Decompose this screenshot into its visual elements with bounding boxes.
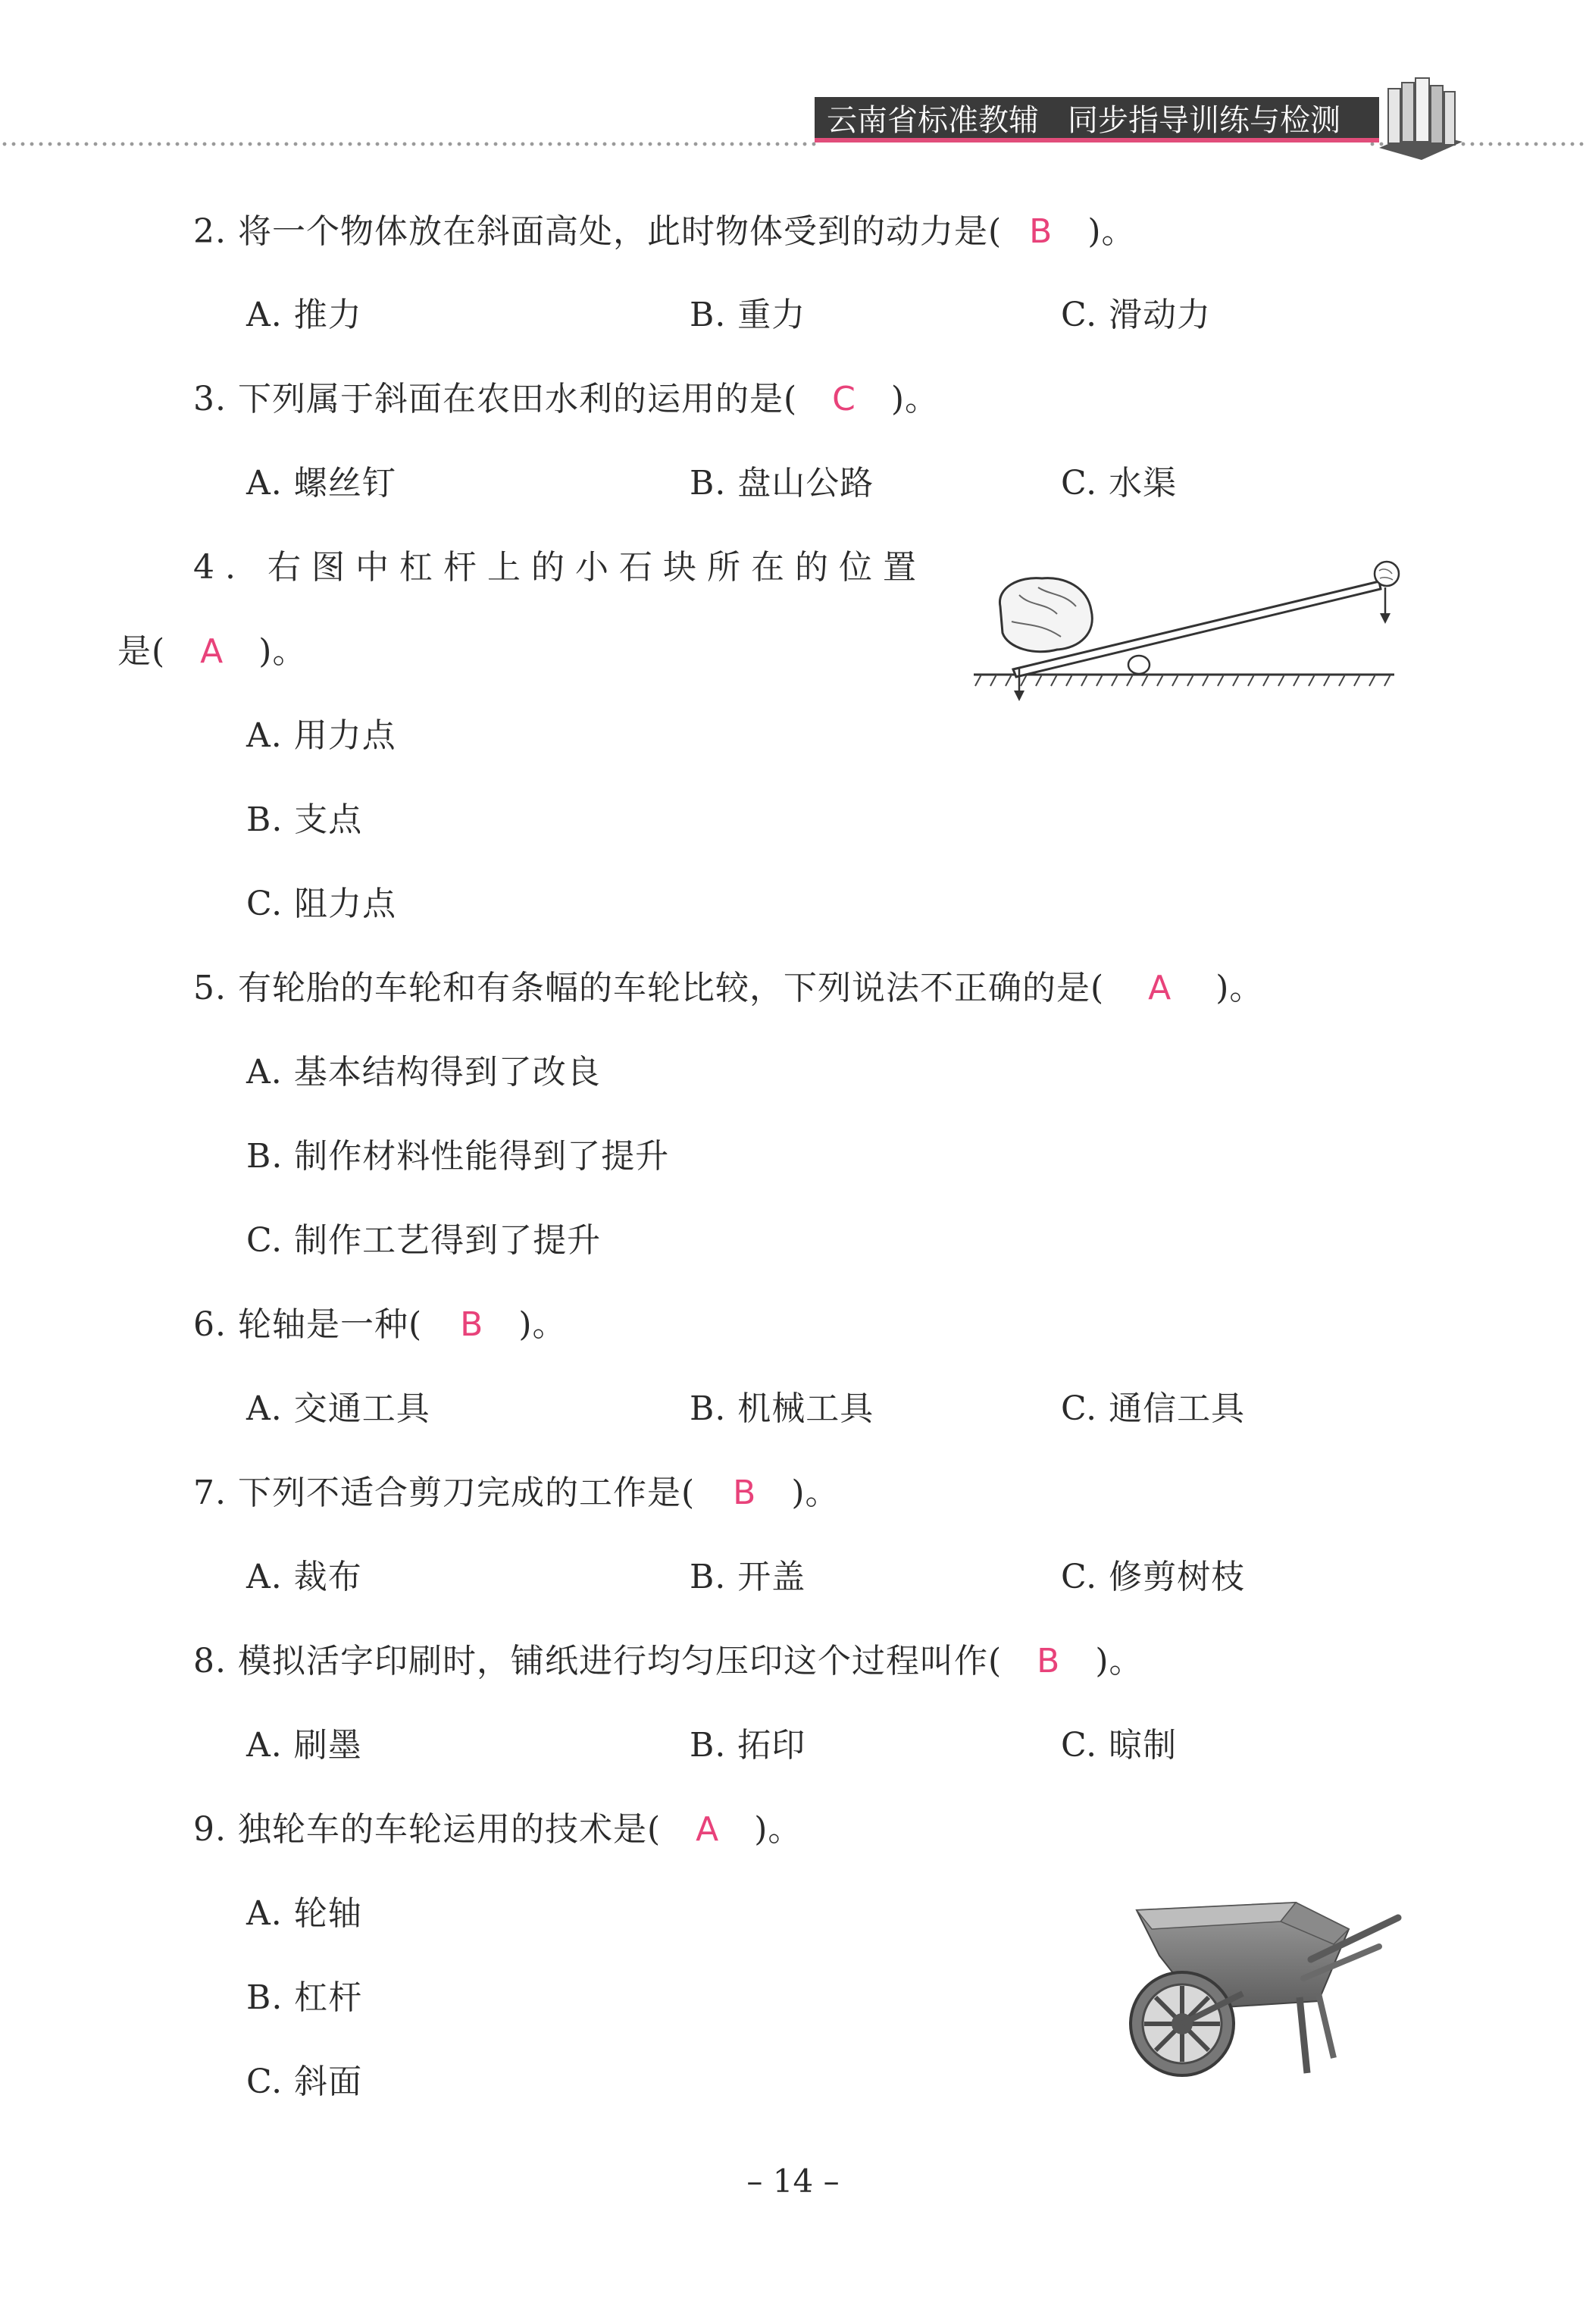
answer-4: A — [200, 632, 224, 671]
question-5-stem: 5. 有轮胎的车轮和有条幅的车轮比较，下列说法不正确的是( A )。 — [193, 969, 1264, 1007]
q9-option-b: B. 杠杆 — [246, 1978, 363, 2017]
books-icon — [1372, 72, 1466, 163]
q5-option-a: A. 基本结构得到了改良 — [246, 1053, 601, 1092]
page-number: – 14 – — [746, 2163, 840, 2200]
question-4-stem: 4. 右图中杠杆上的小石块所在的位置 — [193, 548, 927, 587]
question-2-stem: 2. 将一个物体放在斜面高处，此时物体受到的动力是( B )。 — [193, 212, 1136, 251]
q9-option-c: C. 斜面 — [246, 2062, 363, 2101]
answer-6: B — [460, 1305, 484, 1344]
q7-option-a: A. 裁布 — [246, 1558, 362, 1596]
q8-option-a: A. 刷墨 — [246, 1726, 362, 1765]
q4-option-c: C. 阻力点 — [246, 885, 397, 923]
q2-option-c: C. 滑动力 — [1061, 296, 1212, 334]
q6-option-b: B. 机械工具 — [690, 1389, 874, 1428]
question-9-stem: 9. 独轮车的车轮运用的技术是( A )。 — [193, 1810, 802, 1849]
q3-option-b: B. 盘山公路 — [690, 464, 874, 503]
answer-8: B — [1037, 1642, 1061, 1680]
lever-diagram — [966, 534, 1402, 705]
wheelbarrow-image — [1129, 1887, 1402, 2096]
q2-option-a: A. 推力 — [246, 296, 362, 334]
q9-option-a: A. 轮轴 — [246, 1894, 362, 1933]
q8-option-b: B. 拓印 — [690, 1726, 806, 1765]
q2-option-b: B. 重力 — [690, 296, 806, 334]
q4-option-b: B. 支点 — [246, 800, 363, 839]
question-7-stem: 7. 下列不适合剪刀完成的工作是( B )。 — [193, 1474, 840, 1512]
q7-option-c: C. 修剪树枝 — [1061, 1558, 1246, 1596]
q5-option-b: B. 制作材料性能得到了提升 — [246, 1137, 670, 1176]
q7-option-b: B. 开盖 — [690, 1558, 806, 1596]
answer-5: A — [1148, 969, 1172, 1007]
answer-7: B — [733, 1474, 757, 1512]
q8-option-c: C. 晾制 — [1061, 1726, 1178, 1765]
q4-option-a: A. 用力点 — [246, 716, 396, 755]
running-header — [815, 97, 1379, 143]
question-3-stem: 3. 下列属于斜面在农田水利的运用的是( C )。 — [193, 380, 940, 418]
q3-option-c: C. 水渠 — [1061, 464, 1178, 503]
question-4-stem-line2: 是( A )。 — [117, 632, 307, 671]
q5-option-c: C. 制作工艺得到了提升 — [246, 1221, 602, 1260]
answer-9: A — [696, 1810, 720, 1849]
header-subtitle: 同步指导训练与检测 — [1068, 102, 1340, 138]
header-dotted-rule — [0, 141, 818, 147]
answer-2: B — [1029, 212, 1053, 251]
question-8-stem: 8. 模拟活字印刷时，铺纸进行均匀压印这个过程叫作( B )。 — [193, 1642, 1143, 1680]
q3-option-a: A. 螺丝钉 — [246, 464, 396, 503]
header-series: 云南省标准教辅 — [827, 102, 1039, 138]
answer-3: C — [832, 380, 856, 418]
question-6-stem: 6. 轮轴是一种( B )。 — [193, 1305, 567, 1344]
q6-option-a: A. 交通工具 — [246, 1389, 430, 1428]
q6-option-c: C. 通信工具 — [1061, 1389, 1246, 1428]
